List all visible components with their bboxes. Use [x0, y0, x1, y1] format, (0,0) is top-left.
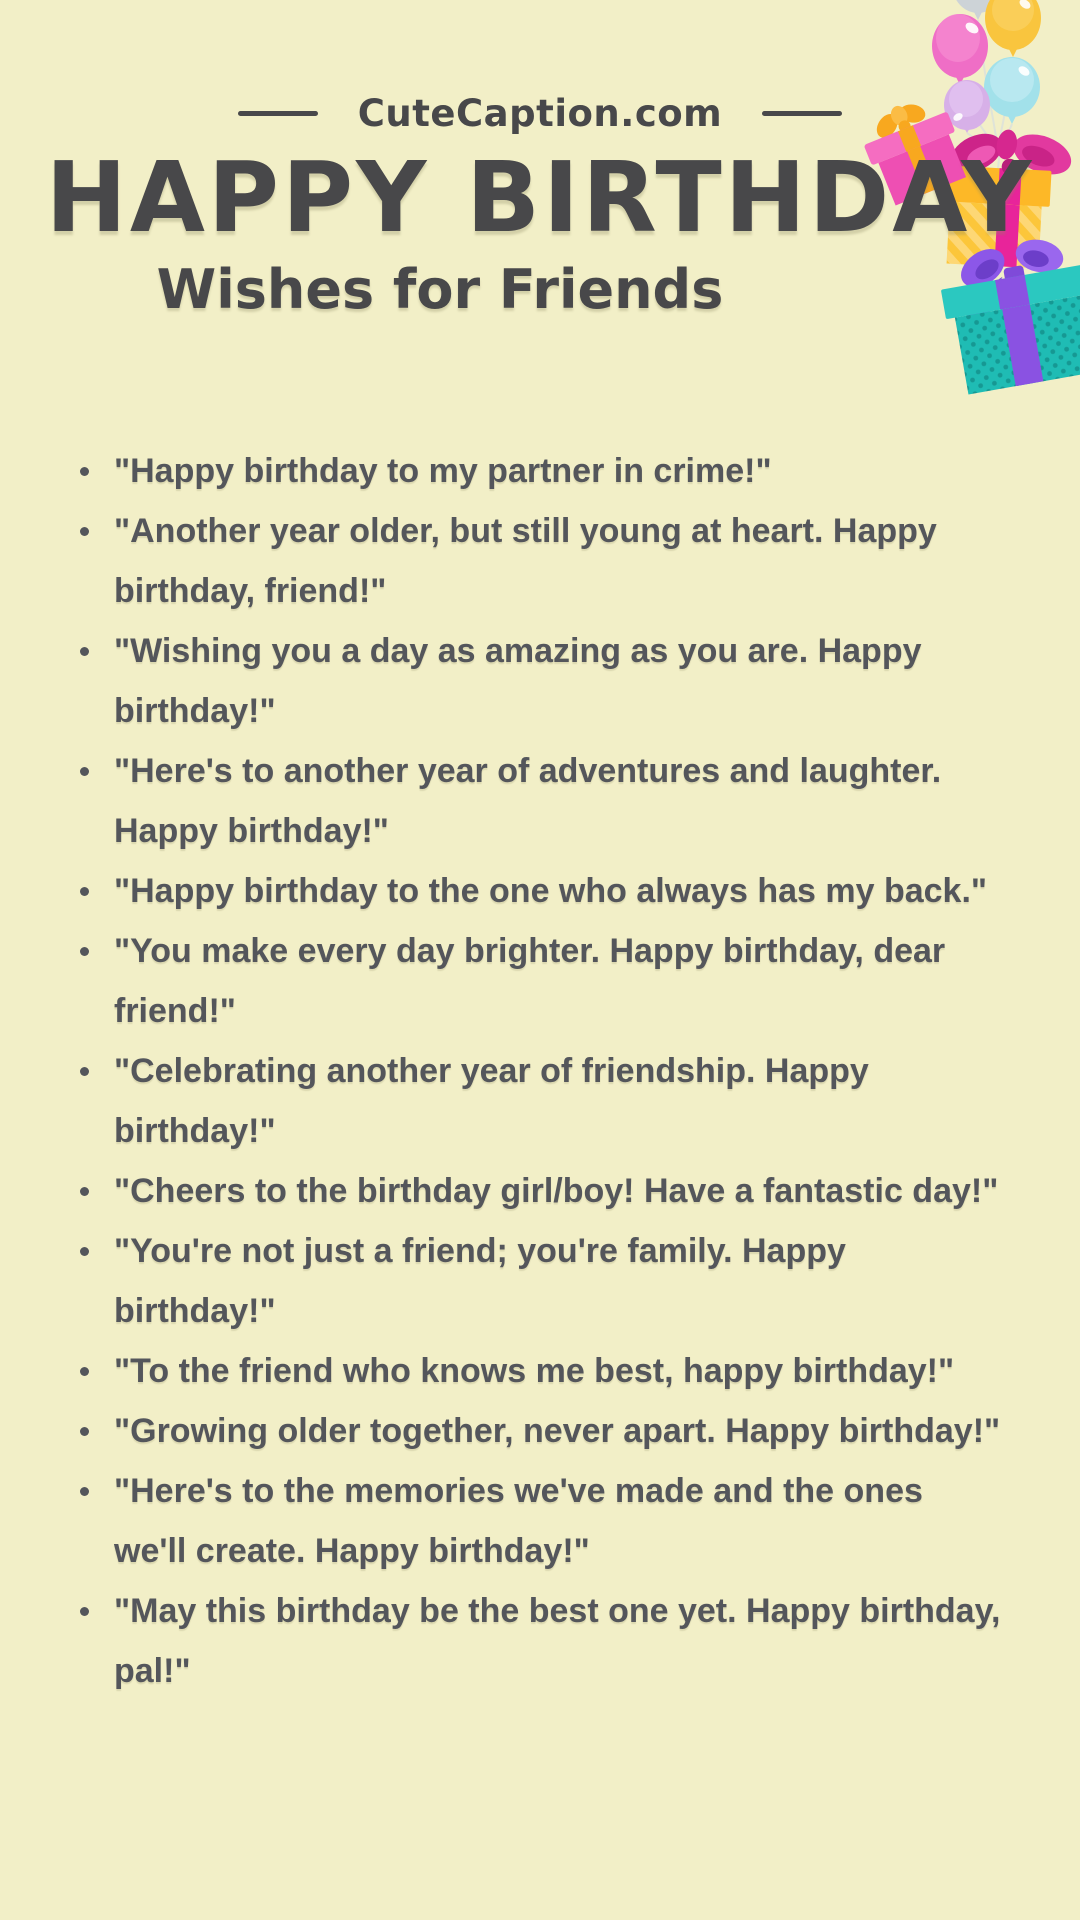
- right-dash: [762, 111, 842, 116]
- page-title: HAPPY BIRTHDAY: [45, 141, 1035, 254]
- left-dash: [238, 111, 318, 116]
- site-header: [0, 92, 1080, 135]
- page-subtitle: Wishes for Friends: [156, 258, 724, 321]
- wish-item: "Here's to the memories we've made and the ones we'll create. Happy birthday!": [78, 1461, 1004, 1581]
- wish-item: "Celebrating another year of friendship. Happy birthday!": [78, 1041, 1004, 1161]
- wish-item: "Happy birthday to my partner in crime!": [78, 441, 1004, 501]
- wish-item: "Wishing you a day as amazing as you are. Happy birthday!": [78, 621, 1004, 741]
- wish-item: "Another year older, but still young at heart. Happy birthday, friend!": [78, 501, 1004, 621]
- site-name: CuteCaption.com: [357, 92, 723, 135]
- wish-item: "To the friend who knows me best, happy birthday!": [78, 1341, 1004, 1401]
- poster-content: [0, 92, 1080, 1701]
- wish-item: "You make every day brighter. Happy birthday, dear friend!": [78, 921, 1004, 1041]
- wish-item: "May this birthday be the best one yet. Happy birthday, pal!": [78, 1581, 1004, 1701]
- pink-balloon: [932, 14, 988, 85]
- wish-item: "Cheers to the birthday girl/boy! Have a fantastic day!": [78, 1161, 1004, 1221]
- wish-item: "Here's to another year of adventures and laughter. Happy birthday!": [78, 741, 1004, 861]
- wish-item: "Happy birthday to the one who always has my back.": [78, 861, 1004, 921]
- yellow-balloon: [985, 0, 1041, 57]
- wish-item: "Growing older together, never apart. Happy birthday!": [78, 1401, 1004, 1461]
- wish-list: [78, 441, 1004, 1701]
- wish-item: "You're not just a friend; you're family. Happy birthday!": [78, 1221, 1004, 1341]
